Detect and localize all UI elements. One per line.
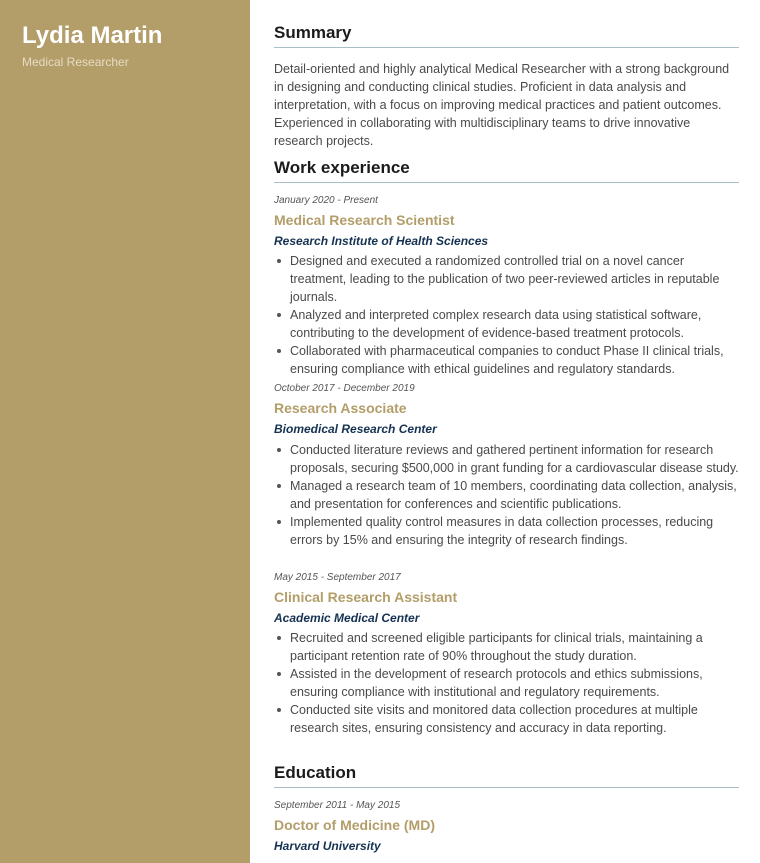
education-dates: September 2011 - May 2015 bbox=[274, 800, 401, 811]
job-dates: October 2017 - December 2019 bbox=[274, 383, 415, 394]
job-bullet: Conducted literature reviews and gathered pertinent information for research proposals, securing $500,000 in grant funding for a cardiovascular disease study. bbox=[274, 441, 740, 477]
education-heading: Education bbox=[274, 763, 357, 782]
candidate-role: Medical Researcher bbox=[22, 55, 129, 69]
job-bullet: Managed a research team of 10 members, coordinating data collection, analysis, and presentation for conferences and scientific publications. bbox=[274, 477, 740, 513]
summary-heading: Summary bbox=[274, 23, 352, 42]
job-title: Medical Research Scientist bbox=[274, 212, 455, 228]
experience-heading: Work experience bbox=[274, 158, 410, 177]
job-bullets bbox=[274, 629, 740, 737]
job-organization: Academic Medical Center bbox=[274, 611, 420, 625]
summary-text: Detail-oriented and highly analytical Medical Researcher with a strong background in designing and conducting clinical studies. Proficient in data analysis and interpretation, with a focus on improving medical practices and patient outcomes. Experienced in collaborating with multidisciplinary teams to drive innovative research projects. bbox=[274, 62, 730, 148]
job-dates: May 2015 - September 2017 bbox=[274, 572, 401, 583]
job-bullet: Conducted site visits and monitored data collection procedures at multiple research sites, ensuring consistency and accuracy in data reporting. bbox=[274, 701, 740, 737]
education-divider bbox=[274, 787, 739, 788]
job-bullet: Recruited and screened eligible participants for clinical trials, maintaining a participant retention rate of 90% throughout the study duration. bbox=[274, 629, 740, 665]
job-organization: Research Institute of Health Sciences bbox=[274, 234, 489, 248]
sidebar bbox=[0, 0, 250, 863]
job-bullet: Analyzed and interpreted complex research data using statistical software, contributing to the development of evidence-based treatment protocols. bbox=[274, 306, 740, 342]
job-bullets bbox=[274, 441, 740, 549]
education-school: Harvard University bbox=[274, 839, 381, 853]
job-title: Clinical Research Assistant bbox=[274, 589, 458, 605]
job-dates: January 2020 - Present bbox=[274, 195, 378, 206]
education-degree: Doctor of Medicine (MD) bbox=[274, 817, 435, 833]
candidate-name: Lydia Martin bbox=[22, 22, 163, 49]
job-organization: Biomedical Research Center bbox=[274, 422, 437, 436]
job-bullet: Designed and executed a randomized controlled trial on a novel cancer treatment, leading to the publication of two peer-reviewed articles in reputable journals. bbox=[274, 252, 740, 306]
job-title: Research Associate bbox=[274, 400, 407, 416]
summary-divider bbox=[274, 47, 739, 48]
job-bullet: Collaborated with pharmaceutical companies to conduct Phase II clinical trials, ensuring compliance with ethical guidelines and regulatory standards. bbox=[274, 342, 740, 378]
experience-divider bbox=[274, 182, 739, 183]
job-bullet: Assisted in the development of research protocols and ethics submissions, ensuring compliance with institutional and regulatory requirements. bbox=[274, 665, 740, 701]
job-bullets bbox=[274, 252, 740, 378]
job-bullet: Implemented quality control measures in data collection processes, reducing errors by 15% and ensuring the integrity of research findings. bbox=[274, 513, 740, 549]
